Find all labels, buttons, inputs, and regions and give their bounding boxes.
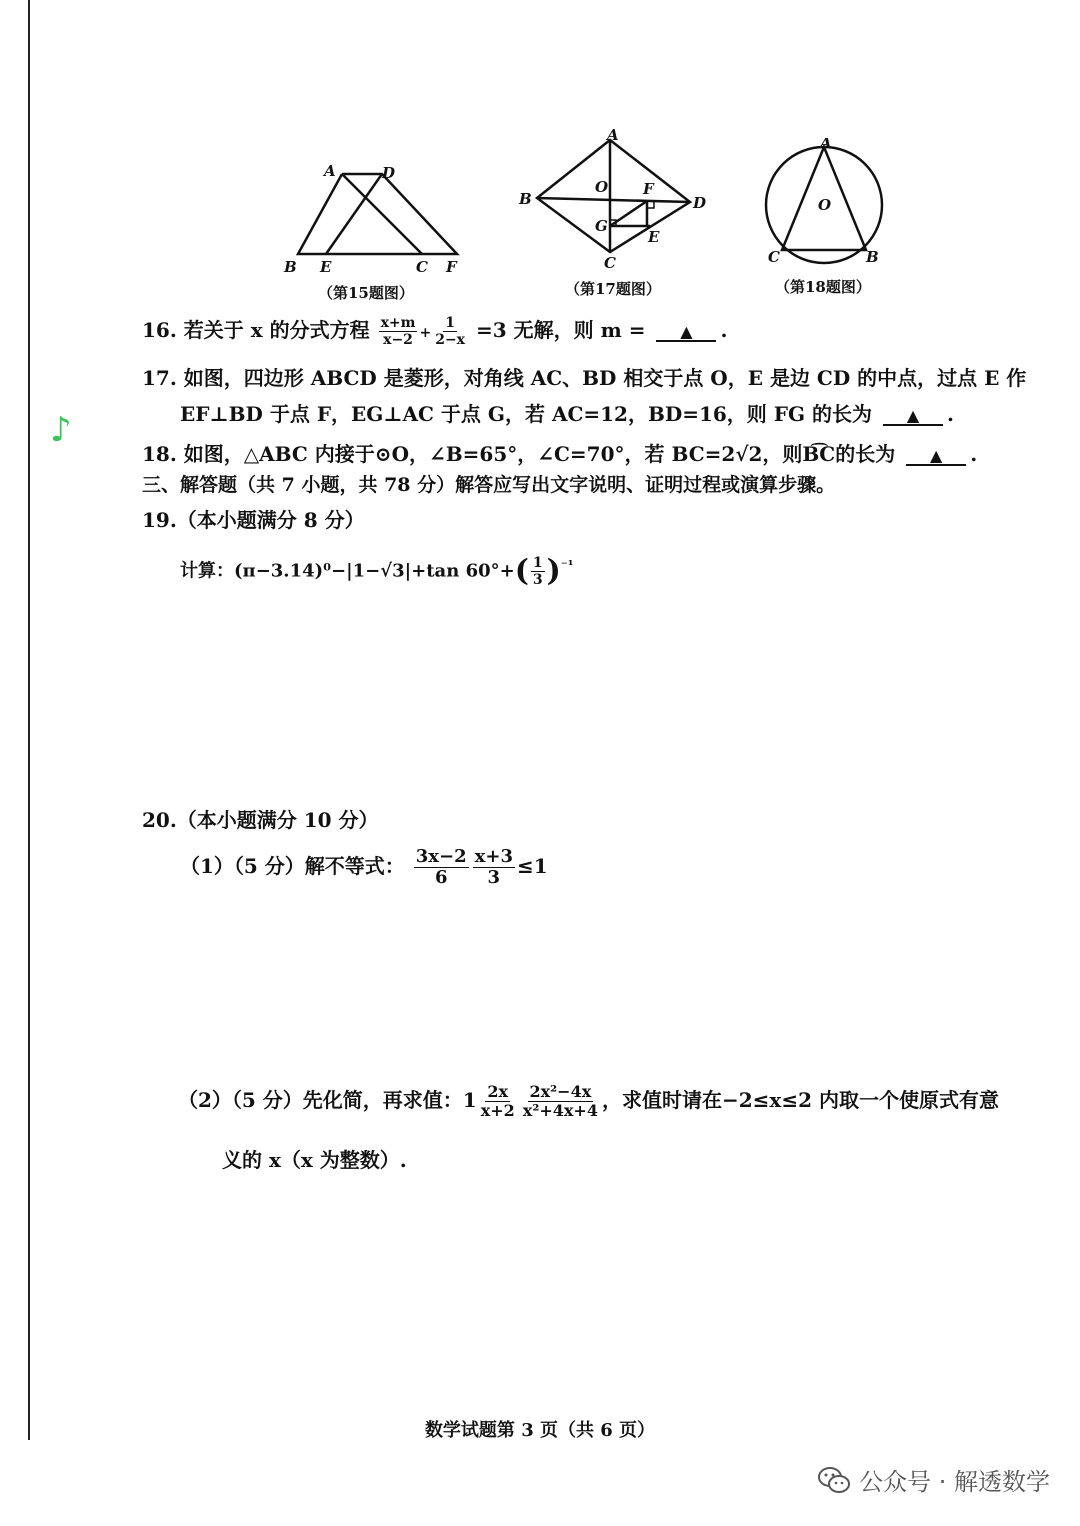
- question-20-title: 20.（本小题满分 10 分）: [142, 808, 379, 832]
- q20-p1-fraction-1: [414, 848, 469, 887]
- figure-18: [750, 138, 900, 268]
- label-C: C: [604, 254, 616, 272]
- label-G: G: [595, 217, 608, 235]
- q16-end: .: [720, 318, 728, 342]
- figure-17: [515, 128, 715, 273]
- q16-fraction-2: [433, 316, 467, 347]
- wechat-icon: [817, 1465, 851, 1495]
- q16-plus: +: [419, 325, 432, 341]
- q20-p1-frac1-den: 6: [434, 867, 448, 888]
- watermark: [817, 1462, 1050, 1497]
- q16-fraction-1: [379, 316, 418, 347]
- question-17-line1: 17. 如图，四边形 ABCD 是菱形，对角线 AC、BD 相交于点 O，E 是边 CD 的中点，过点 E 作: [142, 366, 1027, 390]
- label-C: C: [768, 248, 780, 266]
- label-D: D: [382, 164, 396, 182]
- question-17-line2: [180, 404, 954, 426]
- watermark-text: 公众号 · 解透数学: [859, 1468, 1050, 1496]
- label-E: E: [320, 258, 332, 276]
- section-3-heading: 三、解答题（共 7 小题，共 78 分）解答应写出文字说明、证明过程或演算步骤。: [142, 474, 836, 496]
- q20-p2-fraction-2: [521, 1084, 600, 1119]
- caption-fig17: （第17题图）: [565, 280, 661, 298]
- triangle-icon: ▲: [680, 322, 693, 341]
- page-footer: 数学试题第 3 页（共 6 页）: [424, 1420, 656, 1441]
- figure-15: [280, 160, 470, 280]
- label-B: B: [519, 190, 532, 208]
- triangle-icon: ▲: [906, 406, 920, 425]
- caption-fig18: （第18题图）: [775, 278, 871, 296]
- q19-fraction: [531, 556, 545, 587]
- label-A: A: [607, 128, 619, 144]
- label-E: E: [648, 228, 660, 246]
- q19-power: ⁻¹: [560, 558, 574, 574]
- q18-text: 18. 如图，△ABC 内接于⊙O，∠B=65°，∠C=70°，若 BC=2√2，则B͡C的长为: [142, 442, 896, 466]
- label-B: B: [284, 258, 297, 276]
- label-O: O: [818, 196, 832, 214]
- q18-end: .: [970, 442, 978, 466]
- q20-p2-frac1-den: x+2: [480, 1101, 515, 1120]
- label-C: C: [416, 258, 428, 276]
- q20-p1-suffix: ≤1: [516, 854, 548, 878]
- q20-p1-frac1-num: 3x−2: [415, 846, 467, 867]
- q20-part2-suffix: ，求值时请在−2≤x≤2 内取一个使原式有意: [601, 1088, 999, 1112]
- question-20-part1: [180, 848, 548, 887]
- question-20-part2-line2: 义的 x（x 为整数）.: [222, 1148, 407, 1172]
- q16-frac2-num: 1: [445, 315, 455, 331]
- label-A: A: [324, 162, 336, 180]
- q17-answer-blank: [883, 404, 943, 426]
- q20-part2-prefix: （2）（5 分）先化简，再求值：1: [178, 1088, 477, 1112]
- q16-frac1-den: x−2: [383, 332, 413, 348]
- q16-answer-blank: [656, 320, 716, 342]
- q20-p1-frac2-den: 3: [487, 867, 501, 888]
- q18-answer-blank: [906, 444, 966, 466]
- triangle-icon: ▲: [930, 446, 943, 465]
- q19-frac-num: 1: [532, 555, 543, 571]
- q20-p2-fraction-1: [479, 1084, 517, 1119]
- label-F: F: [446, 258, 457, 276]
- q19-prefix: 计算：(π−3.14)⁰−|1−√3|+tan 60°+: [180, 560, 515, 582]
- question-20-part2: [178, 1084, 999, 1119]
- q17-end: .: [946, 402, 954, 426]
- q20-p1-frac2-num: x+3: [474, 846, 513, 867]
- q20-part1-prefix: （1）（5 分）解不等式：: [180, 854, 405, 878]
- caption-fig15: （第15题图）: [318, 284, 414, 302]
- label-F: F: [643, 180, 654, 198]
- q16-frac1-num: x+m: [380, 315, 416, 331]
- question-19-title: 19.（本小题满分 8 分）: [142, 508, 365, 532]
- q17-text: EF⊥BD 于点 F，EG⊥AC 于点 G，若 AC=12，BD=16，则 FG 的长为: [180, 402, 873, 426]
- q20-p1-fraction-2: [473, 848, 515, 887]
- q19-frac-den: 3: [532, 572, 543, 588]
- label-O: O: [595, 178, 609, 196]
- question-16: [142, 316, 727, 347]
- label-A: A: [820, 138, 832, 152]
- q16-text-b: =3 无解，则 m =: [476, 318, 646, 342]
- question-18: [142, 444, 977, 466]
- question-19-expression: 计算：(π−3.14)⁰−|1−√3|+tan 60°+( $\frac{1}{3}$ )$^{^{-1}}$: [180, 553, 574, 589]
- music-note-icon: ♪: [50, 410, 72, 450]
- margin-line: [28, 0, 30, 1440]
- q16-frac2-den: 2−x: [435, 332, 466, 348]
- label-B: B: [866, 248, 879, 266]
- q16-text-a: 16. 若关于 x 的分式方程: [142, 318, 370, 342]
- q20-p2-frac2-den: x²+4x+4: [522, 1101, 598, 1120]
- q20-p2-frac2-num: 2x²−4x: [529, 1082, 592, 1101]
- label-D: D: [693, 194, 707, 212]
- q20-p2-frac1-num: 2x: [487, 1082, 509, 1101]
